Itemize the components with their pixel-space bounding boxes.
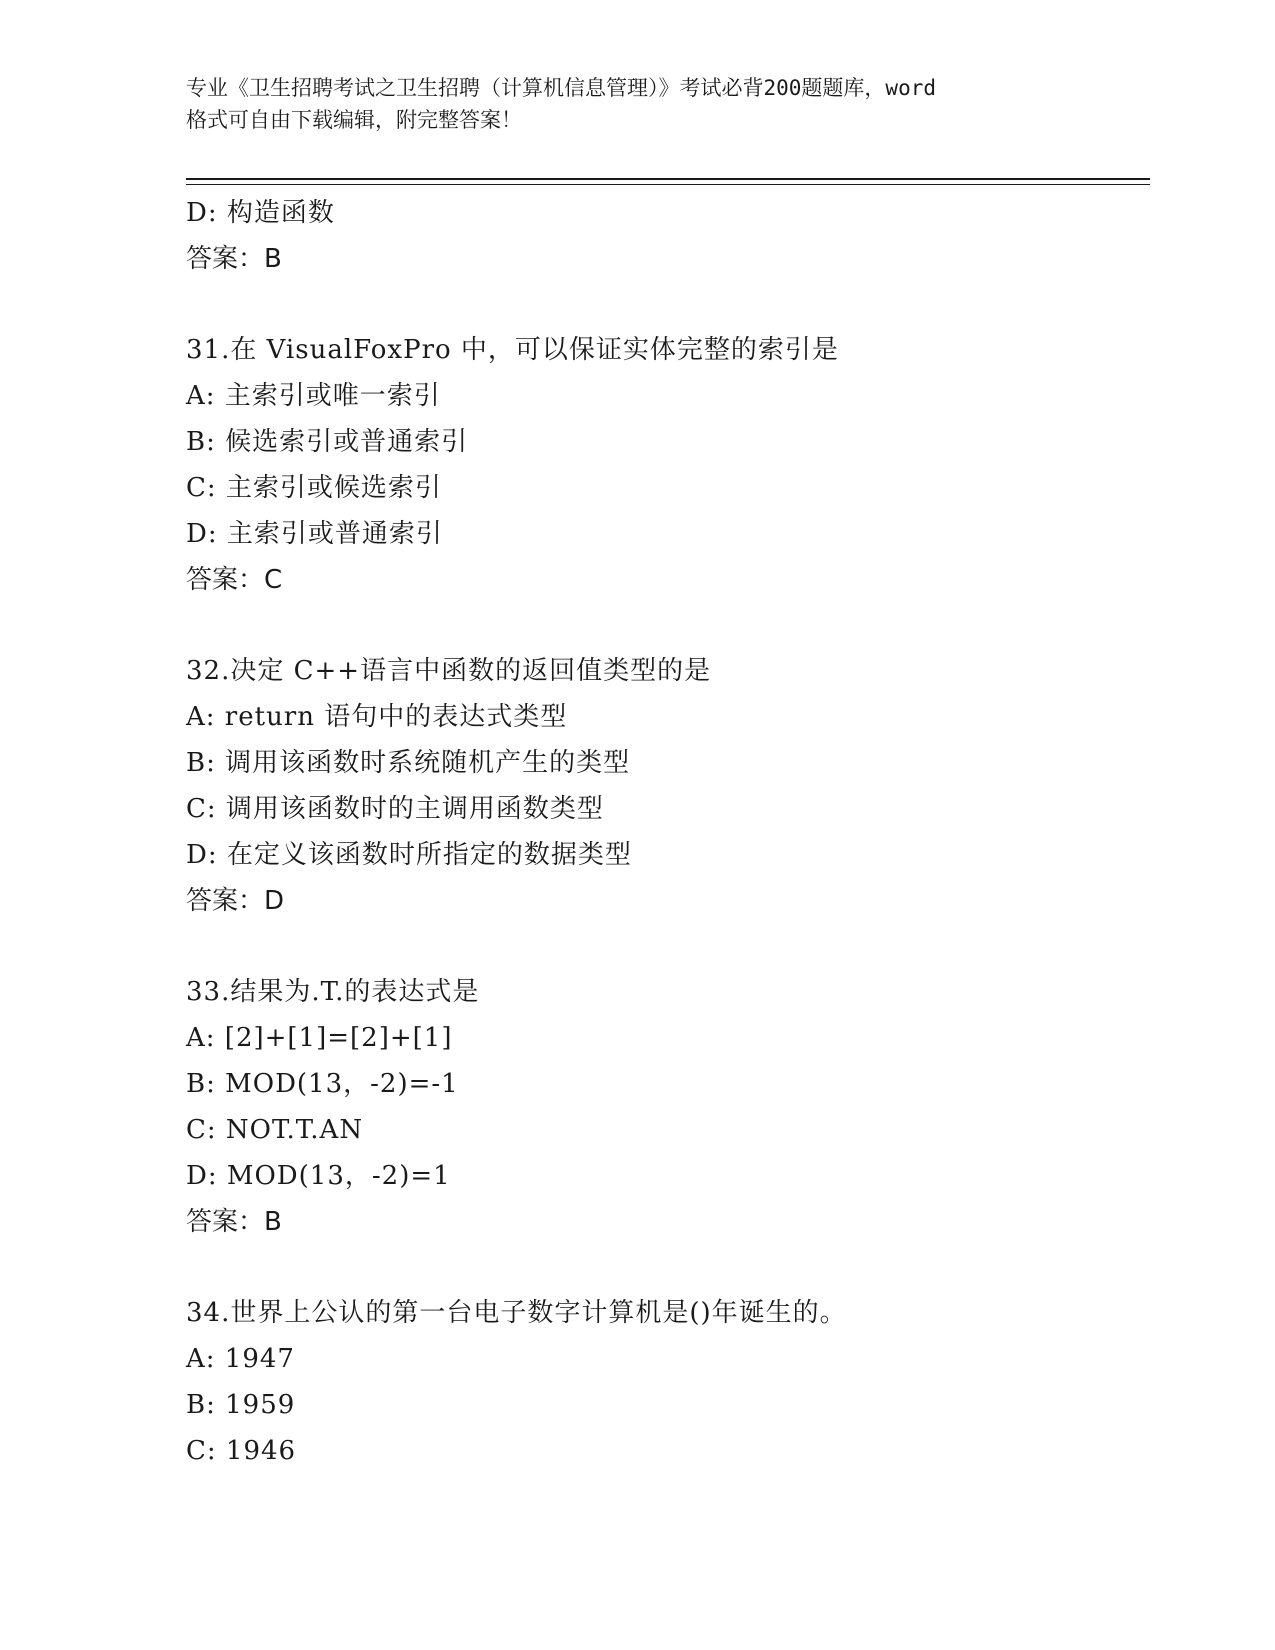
header-line-1: 专业《卫生招聘考试之卫生招聘（计算机信息管理）》考试必背200题题库，word (186, 76, 936, 100)
option-c: C: 1946 (186, 1436, 297, 1466)
question-list (186, 190, 1150, 1474)
option-a: A: 1947 (186, 1344, 295, 1374)
answer: 答案：C (186, 565, 283, 595)
option-a: A: return 语句中的表达式类型 (186, 702, 568, 732)
spacer (186, 924, 1150, 969)
question-33 (186, 969, 1150, 1245)
option-d: D: 主索引或普通索引 (186, 519, 443, 549)
question-stem: 33.结果为.T.的表达式是 (186, 977, 480, 1007)
prev-option-d: D: 构造函数 (186, 198, 335, 228)
header-rule-thin (186, 184, 1150, 185)
option-b: B: 1959 (186, 1390, 296, 1420)
question-31 (186, 327, 1150, 603)
option-c: C: 主索引或候选索引 (186, 473, 442, 503)
option-a: A: 主索引或唯一索引 (186, 381, 441, 411)
answer: 答案：D (186, 886, 285, 916)
question-32 (186, 648, 1150, 924)
spacer (186, 1245, 1150, 1290)
option-b: B: 候选索引或普通索引 (186, 427, 469, 457)
option-d: D: MOD(13，-2)=1 (186, 1161, 451, 1191)
question-stem: 34.世界上公认的第一台电子数字计算机是()年诞生的。 (186, 1298, 847, 1328)
header-rule-thick (186, 178, 1150, 180)
prev-answer: 答案：B (186, 244, 282, 274)
option-a: A: [2]+[1]=[2]+[1] (186, 1023, 453, 1053)
option-d: D: 在定义该函数时所指定的数据类型 (186, 840, 632, 870)
document-header (186, 72, 1086, 136)
option-c: C: NOT.T.AN (186, 1115, 364, 1145)
header-line-2: 格式可自由下载编辑，附完整答案！ (186, 108, 522, 132)
option-c: C: 调用该函数时的主调用函数类型 (186, 794, 604, 824)
question-stem: 31.在 VisualFoxPro 中，可以保证实体完整的索引是 (186, 335, 839, 365)
option-b: B: 调用该函数时系统随机产生的类型 (186, 748, 631, 778)
answer: 答案：B (186, 1207, 282, 1237)
spacer (186, 603, 1150, 648)
question-stem: 32.决定 C++语言中函数的返回值类型的是 (186, 656, 712, 686)
question-34 (186, 1290, 1150, 1474)
spacer (186, 282, 1150, 327)
option-b: B: MOD(13，-2)=-1 (186, 1069, 459, 1099)
